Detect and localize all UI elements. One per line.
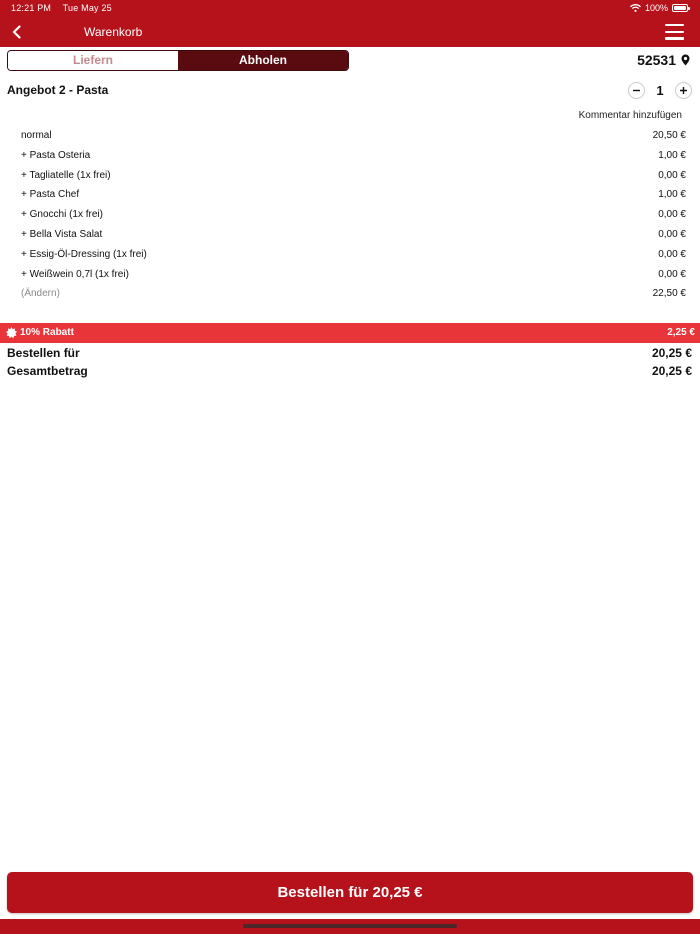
increase-quantity-button[interactable] xyxy=(675,82,692,99)
line-item-price: 0,00 € xyxy=(658,248,686,260)
line-item-price: 1,00 € xyxy=(658,189,686,201)
edit-item-link[interactable]: (Ändern) xyxy=(21,288,60,300)
line-item-price: 0,00 € xyxy=(658,209,686,221)
map-pin-icon xyxy=(681,54,690,66)
status-date: Tue May 25 xyxy=(62,3,112,13)
minus-icon xyxy=(632,86,641,95)
location-selector[interactable] xyxy=(637,52,690,68)
battery-percent: 100% xyxy=(644,3,668,13)
line-item xyxy=(0,126,700,146)
line-item-name: + Tagliatelle (1x frei) xyxy=(21,169,111,181)
grand-total-row xyxy=(0,362,700,380)
line-item-price: 0,00 € xyxy=(658,228,686,240)
tab-pickup[interactable]: Abholen xyxy=(178,51,348,70)
line-item-name: + Pasta Osteria xyxy=(21,149,91,161)
status-time: 12:21 PM xyxy=(11,3,52,13)
tab-deliver[interactable]: Liefern xyxy=(8,51,178,70)
line-item xyxy=(0,146,700,166)
delivery-mode-toggle xyxy=(7,50,349,71)
line-item xyxy=(0,225,700,245)
line-item xyxy=(0,245,700,265)
plus-icon xyxy=(679,86,688,95)
back-button[interactable] xyxy=(8,22,24,42)
line-item xyxy=(0,205,700,225)
discount-label: 10% Rabatt xyxy=(20,327,74,338)
line-item xyxy=(0,166,700,186)
discount-amount: 2,25 € xyxy=(667,327,695,338)
status-bar xyxy=(0,0,700,18)
order-for-row xyxy=(0,344,700,362)
line-item-price: 0,00 € xyxy=(658,169,686,181)
edit-item-row xyxy=(0,284,700,304)
nav-bar xyxy=(0,18,700,47)
quantity-stepper xyxy=(628,82,692,99)
order-for-label: Bestellen für xyxy=(7,346,80,360)
line-item-price: 1,00 € xyxy=(658,149,686,161)
line-item xyxy=(0,185,700,205)
line-item-name: + Essig-Öl-Dressing (1x frei) xyxy=(21,248,147,260)
line-item xyxy=(0,265,700,285)
discount-banner xyxy=(0,323,700,343)
discount-label-group xyxy=(6,327,74,338)
home-indicator xyxy=(243,924,457,928)
order-for-value: 20,25 € xyxy=(651,346,692,360)
grand-total-label: Gesamtbetrag xyxy=(7,364,88,378)
battery-icon xyxy=(672,4,688,12)
line-item-name: + Pasta Chef xyxy=(21,189,80,201)
hamburger-icon-bar xyxy=(665,31,684,33)
hamburger-icon-bar xyxy=(665,37,684,39)
status-time-date xyxy=(11,3,121,13)
decrease-quantity-button[interactable] xyxy=(628,82,645,99)
status-indicators xyxy=(630,3,688,13)
item-subtotal: 22,50 € xyxy=(652,288,686,300)
place-order-button[interactable]: Bestellen für 20,25 € xyxy=(7,872,693,913)
line-item-name: + Weißwein 0,7l (1x frei) xyxy=(21,268,129,280)
line-item-name: + Bella Vista Salat xyxy=(21,228,103,240)
wifi-icon xyxy=(630,4,641,12)
discount-badge-icon xyxy=(6,327,17,338)
chevron-left-icon xyxy=(12,25,21,39)
cart-item-lines xyxy=(0,126,700,304)
line-item-price: 0,00 € xyxy=(658,268,686,280)
cart-item-title: Angebot 2 - Pasta xyxy=(7,83,109,97)
page-title: Warenkorb xyxy=(84,25,143,39)
line-item-price: 20,50 € xyxy=(652,130,686,141)
quantity-value: 1 xyxy=(656,83,664,98)
add-comment-link[interactable]: Kommentar hinzufügen xyxy=(578,110,682,121)
menu-button[interactable] xyxy=(665,24,684,40)
grand-total-value: 20,25 € xyxy=(651,364,692,378)
hamburger-icon-bar xyxy=(665,24,684,26)
line-item-name: + Gnocchi (1x frei) xyxy=(21,209,103,221)
zip-code: 52531 xyxy=(637,52,676,68)
line-item-name: normal xyxy=(21,130,52,141)
